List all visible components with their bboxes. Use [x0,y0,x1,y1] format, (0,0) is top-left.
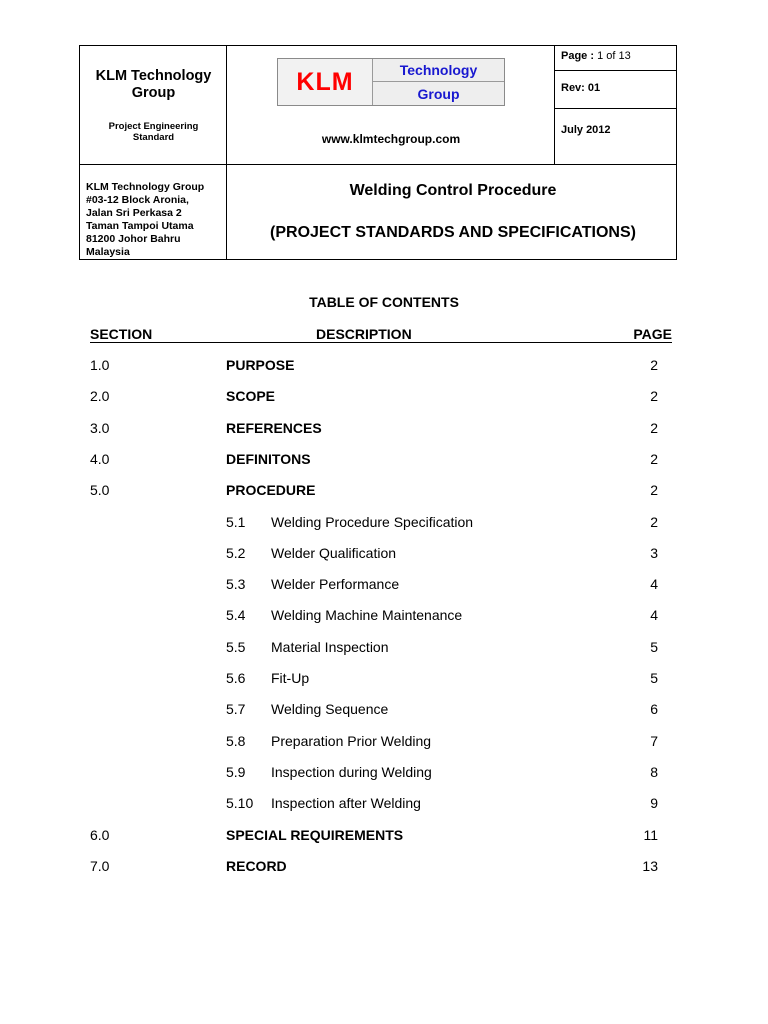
toc-section-number: 1.0 [90,357,110,373]
toc-column-page: PAGE [633,326,672,342]
page-label: Page : [561,50,595,62]
toc-subsection-number: 5.3 [226,576,246,592]
meta-divider-1 [554,70,676,71]
toc-section-number: 3.0 [90,420,110,436]
toc-row[interactable] [0,545,768,565]
toc-row[interactable] [0,795,768,815]
toc-section-number: 5.0 [90,482,110,498]
toc-row[interactable] [0,388,768,408]
toc-section-title: RECORD [226,858,287,874]
document-subtitle: (PROJECT STANDARDS AND SPECIFICATIONS) [270,224,636,241]
toc-subsection-number: 5.9 [226,764,246,780]
toc-page-number: 5 [650,639,658,655]
toc-page-number: 11 [643,827,658,843]
toc-section-title: SCOPE [226,388,276,404]
toc-section-title: SPECIAL REQUIREMENTS [226,827,404,843]
logo-klm-text: KLM [278,59,373,105]
toc-column-description: DESCRIPTION [316,326,412,342]
page-indicator [561,50,631,62]
toc-row[interactable] [0,420,768,440]
toc-page-number: 2 [650,420,658,436]
toc-subsection-title: Inspection after Welding [271,795,421,811]
header-divider-right [554,46,555,165]
company-sub-line1: Project Engineering [108,121,199,132]
toc-subsection-title: Welding Sequence [271,701,389,717]
toc-subsection-number: 5.2 [226,545,246,561]
page-value: 1 of 13 [597,50,631,62]
toc-subsection-title: Inspection during Welding [271,764,432,780]
toc-section-title: DEFINITONS [226,451,311,467]
issue-date-text: July 2012 [561,124,611,136]
toc-row[interactable] [0,764,768,784]
toc-row[interactable] [0,451,768,471]
toc-row[interactable] [0,701,768,721]
toc-page-number: 2 [650,388,658,404]
toc-row[interactable] [0,639,768,659]
toc-subsection-title: Welding Procedure Specification [271,514,474,530]
toc-subsection-title: Welding Machine Maintenance [271,607,463,623]
issue-date [561,124,611,136]
revision-text: Rev: 01 [561,82,601,94]
toc-section-title: REFERENCES [226,420,322,436]
toc-row[interactable] [0,827,768,847]
toc-subsection-number: 5.7 [226,701,246,717]
company-address [86,181,226,259]
toc-subsection-title: Material Inspection [271,639,389,655]
toc-subsection-title: Fit-Up [271,670,310,686]
company-name [80,68,227,102]
toc-section-number: 6.0 [90,827,110,843]
company-name-line1: KLM Technology [95,68,212,84]
toc-section-number: 4.0 [90,451,110,467]
toc-row[interactable] [0,858,768,878]
toc-section-title: PURPOSE [226,357,295,373]
toc-heading: TABLE OF CONTENTS [309,294,459,310]
toc-row[interactable] [0,670,768,690]
toc-header-underline [90,342,672,343]
toc-page-number: 5 [650,670,658,686]
document-header [79,45,677,260]
toc-subsection-number: 5.10 [226,795,254,811]
toc-page-number: 13 [642,858,658,874]
toc-row[interactable] [0,733,768,753]
toc-row[interactable] [0,514,768,534]
address-line: Malaysia [86,246,130,258]
company-subtitle [80,121,227,143]
toc-page-number: 3 [650,545,658,561]
toc-subsection-number: 5.1 [226,514,246,530]
address-line: Taman Tampoi Utama [86,220,194,232]
toc-subsection-title: Welder Qualification [271,545,397,561]
toc-column-section: SECTION [90,326,153,342]
toc-row[interactable] [0,482,768,502]
toc-page-number: 4 [650,576,658,592]
klm-logo [277,58,505,106]
header-divider-horizontal [80,164,676,165]
toc-page-number: 7 [650,733,658,749]
toc-page-number: 9 [650,795,658,811]
logo-technology-text: Technology [373,59,504,82]
toc-page-number: 2 [650,514,658,530]
website-url: www.klmtechgroup.com [321,132,461,146]
company-sub-line2: Standard [132,132,175,143]
address-line: #03-12 Block Aronia, [86,194,189,206]
meta-divider-2 [554,108,676,109]
address-line: 81200 Johor Bahru [86,233,181,245]
address-line: Jalan Sri Perkasa 2 [86,207,182,219]
toc-subsection-number: 5.4 [226,607,246,623]
logo-group-text: Group [373,82,504,105]
toc-page-number: 2 [650,357,658,373]
toc-section-number: 2.0 [90,388,110,404]
toc-subsection-title: Welder Performance [271,576,400,592]
document-title: Welding Control Procedure [349,182,557,199]
toc-subsection-number: 5.8 [226,733,246,749]
toc-page-number: 2 [650,482,658,498]
toc-subsection-number: 5.6 [226,670,246,686]
toc-subsection-title: Preparation Prior Welding [271,733,432,749]
company-name-line2: Group [131,85,176,101]
toc-page-number: 2 [650,451,658,467]
toc-section-number: 7.0 [90,858,110,874]
toc-section-title: PROCEDURE [226,482,316,498]
toc-page-number: 6 [650,701,658,717]
toc-page-number: 4 [650,607,658,623]
toc-subsection-number: 5.5 [226,639,246,655]
address-line: KLM Technology Group [86,181,205,193]
toc-row[interactable] [0,607,768,627]
toc-row[interactable] [0,357,768,377]
revision [561,82,600,94]
toc-row[interactable] [0,576,768,596]
toc-page-number: 8 [650,764,658,780]
